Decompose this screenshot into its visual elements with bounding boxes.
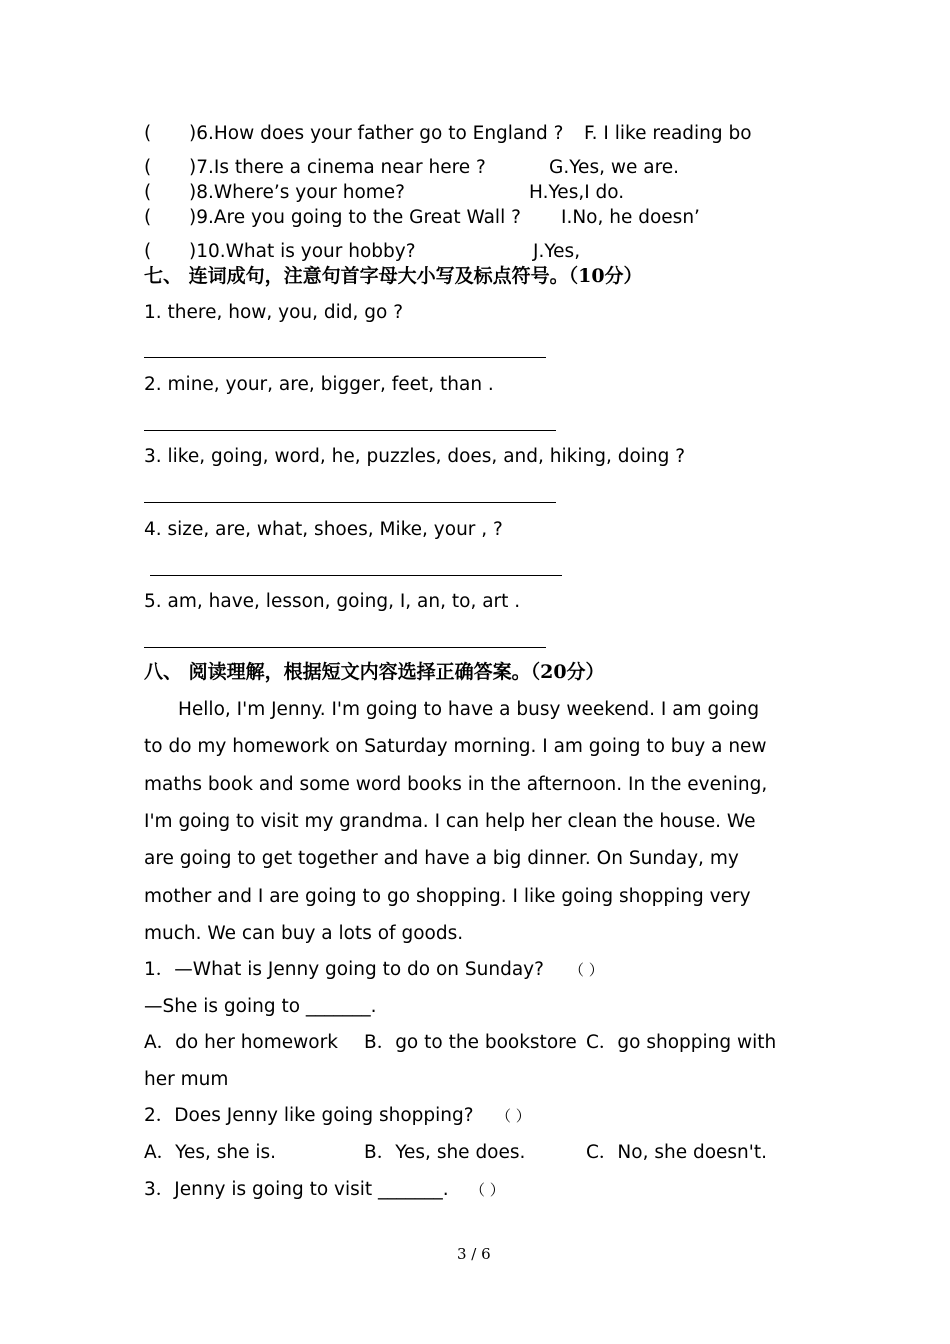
match-paren-8: ( — [144, 182, 152, 203]
match-answer-g: G.Yes, we are. — [549, 157, 680, 178]
q1-answer-paren[interactable]: （ ） — [569, 961, 604, 979]
q1-option-b: B．go to the bookstore — [364, 1032, 577, 1053]
q1-option-c: C．go shopping with — [586, 1032, 777, 1053]
s7-item-5: 5. am, have, lesson, going, I, an, to, art . — [144, 591, 521, 612]
q2-text: 2．Does Jenny like going shopping? — [144, 1105, 474, 1126]
section-8-heading: 八、 阅读理解，根据短文内容选择正确答案。（20分） — [144, 661, 605, 683]
s7-item-3: 3. like, going, word, he, puzzles, does, and, hiking, doing ? — [144, 446, 686, 467]
q3-answer-paren[interactable]: （ ） — [470, 1181, 505, 1199]
s7-item-4: 4. size, are, what, shoes, Mike, your , ? — [144, 519, 503, 540]
match-answer-f: F. I like reading bo — [584, 123, 752, 144]
answer-line-1[interactable] — [144, 357, 546, 358]
s7-item-2: 2. mine, your, are, bigger, feet, than . — [144, 374, 494, 395]
passage-line-2: to do my homework on Saturday morning. I am going to buy a new — [144, 736, 767, 757]
match-question-8: )8.Where’s your home? — [189, 182, 405, 203]
q1-option-c-cont: her mum — [144, 1069, 229, 1090]
match-question-10: )10.What is your hobby? — [189, 241, 416, 262]
answer-line-3[interactable] — [144, 502, 556, 503]
match-question-6: )6.How does your father go to England ? — [189, 123, 564, 144]
match-paren-10: ( — [144, 241, 152, 262]
passage-line-3: maths book and some word books in the afternoon. In the evening, — [144, 774, 768, 795]
match-paren-9: ( — [144, 207, 152, 228]
q2-option-c: C．No, she doesn't. — [586, 1142, 767, 1163]
match-answer-h: H.Yes,I do. — [529, 182, 625, 203]
section-7-heading: 七、 连词成句，注意句首字母大小写及标点符号。（10分） — [144, 265, 643, 287]
q2-answer-paren[interactable]: （ ） — [496, 1107, 531, 1125]
passage-line-6: mother and I are going to go shopping. I like going shopping very — [144, 886, 751, 907]
q2-option-b: B．Yes, she does. — [364, 1142, 526, 1163]
passage-line-4: I'm going to visit my grandma. I can help her clean the house. We — [144, 811, 756, 832]
q1-option-a: A．do her homework — [144, 1032, 338, 1053]
match-question-9: )9.Are you going to the Great Wall ? — [189, 207, 521, 228]
match-answer-i: I.No, he doesn’ — [561, 207, 700, 228]
match-question-7: )7.Is there a cinema near here ? — [189, 157, 486, 178]
passage-line-5: are going to get together and have a big dinner. On Sunday, my — [144, 848, 739, 869]
q3-text: 3．Jenny is going to visit _______. — [144, 1179, 449, 1200]
answer-line-4[interactable] — [150, 575, 562, 576]
answer-line-5[interactable] — [144, 647, 546, 648]
q2-option-a: A．Yes, she is. — [144, 1142, 277, 1163]
page-number: 3 / 6 — [457, 1245, 491, 1263]
match-paren-6: ( — [144, 123, 152, 144]
match-paren-7: ( — [144, 157, 152, 178]
q1-line2: —She is going to _______. — [144, 996, 377, 1017]
passage-line-1: Hello, I'm Jenny. I'm going to have a busy weekend. I am going — [178, 699, 760, 720]
q1-text: 1．—What is Jenny going to do on Sunday? — [144, 959, 544, 980]
passage-line-7: much. We can buy a lots of goods. — [144, 923, 464, 944]
answer-line-2[interactable] — [144, 430, 556, 431]
s7-item-1: 1. there, how, you, did, go ? — [144, 302, 404, 323]
match-answer-j: J.Yes, — [533, 241, 581, 262]
